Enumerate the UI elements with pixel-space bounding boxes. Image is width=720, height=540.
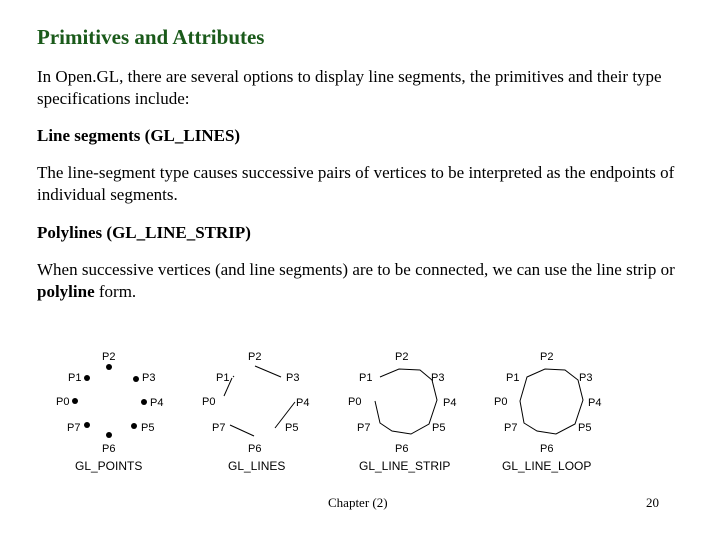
strip-text-bold: polyline [37, 282, 95, 301]
label-p6: P6 [102, 443, 116, 455]
footer-page-number: 20 [646, 495, 659, 510]
gl-line-loop-panel [494, 351, 601, 473]
label-p1: P1 [359, 372, 373, 384]
label-p3: P3 [286, 372, 300, 384]
strip-heading: Polylines (GL_LINE_STRIP) [37, 223, 251, 242]
point-p2 [106, 364, 112, 370]
lines-paragraph: The line-segment type causes successive pairs of vertices to be interpreted as the endpoints of individual segments. [37, 163, 675, 204]
label-p3: P3 [431, 372, 445, 384]
label-p4: P4 [443, 397, 457, 409]
label-p4: P4 [150, 397, 164, 409]
strip-text-post: form. [94, 282, 137, 301]
label-p6: P6 [395, 443, 409, 455]
line-strip-path [375, 369, 437, 434]
point-p3 [133, 376, 139, 382]
caption-gl-points: GL_POINTS [75, 459, 143, 473]
label-p0: P0 [494, 396, 508, 408]
label-p0: P0 [56, 396, 70, 408]
caption-gl-line-strip: GL_LINE_STRIP [359, 459, 451, 473]
label-p7: P7 [504, 422, 518, 434]
label-p0: P0 [202, 396, 216, 408]
strip-text-pre: When successive vertices (and line segments) are to be connected, we can use the line strip or [37, 260, 675, 279]
label-p6: P6 [248, 443, 262, 455]
gl-line-strip-panel [348, 351, 456, 473]
caption-gl-lines: GL_LINES [228, 459, 286, 473]
label-p4: P4 [588, 397, 602, 409]
label-p1: P1 [216, 372, 230, 384]
label-p5: P5 [432, 422, 446, 434]
gl-points-panel [56, 351, 163, 473]
caption-gl-line-loop: GL_LINE_LOOP [502, 459, 592, 473]
line-loop-path [520, 369, 583, 434]
label-p1: P1 [506, 372, 520, 384]
page-title: Primitives and Attributes [37, 25, 265, 49]
label-p6: P6 [540, 443, 554, 455]
label-p5: P5 [285, 422, 299, 434]
segment-p2-p3 [255, 366, 281, 377]
footer-chapter: Chapter (2) [328, 495, 388, 510]
label-p7: P7 [67, 422, 81, 434]
label-p5: P5 [141, 422, 155, 434]
label-p3: P3 [142, 372, 156, 384]
label-p2: P2 [395, 351, 409, 363]
label-p7: P7 [357, 422, 371, 434]
label-p2: P2 [248, 351, 262, 363]
point-p6 [106, 432, 112, 438]
label-p7: P7 [212, 422, 226, 434]
point-p0 [72, 398, 78, 404]
label-p1: P1 [68, 372, 82, 384]
point-p7 [84, 422, 90, 428]
segment-p1-p0 [233, 376, 234, 377]
lines-heading: Line segments (GL_LINES) [37, 126, 241, 145]
segment-p6-p7 [230, 425, 254, 436]
point-p4 [141, 399, 147, 405]
label-p2: P2 [540, 351, 554, 363]
label-p2: P2 [102, 351, 116, 363]
gl-lines-labels [202, 351, 309, 473]
point-p1 [84, 375, 90, 381]
intro-text: In Open.GL, there are several options to display line segments, the primitives and their type specifications include: [37, 67, 662, 108]
label-p3: P3 [579, 372, 593, 384]
label-p0: P0 [348, 396, 362, 408]
point-p5 [131, 423, 137, 429]
label-p5: P5 [578, 422, 592, 434]
label-p4: P4 [296, 397, 310, 409]
